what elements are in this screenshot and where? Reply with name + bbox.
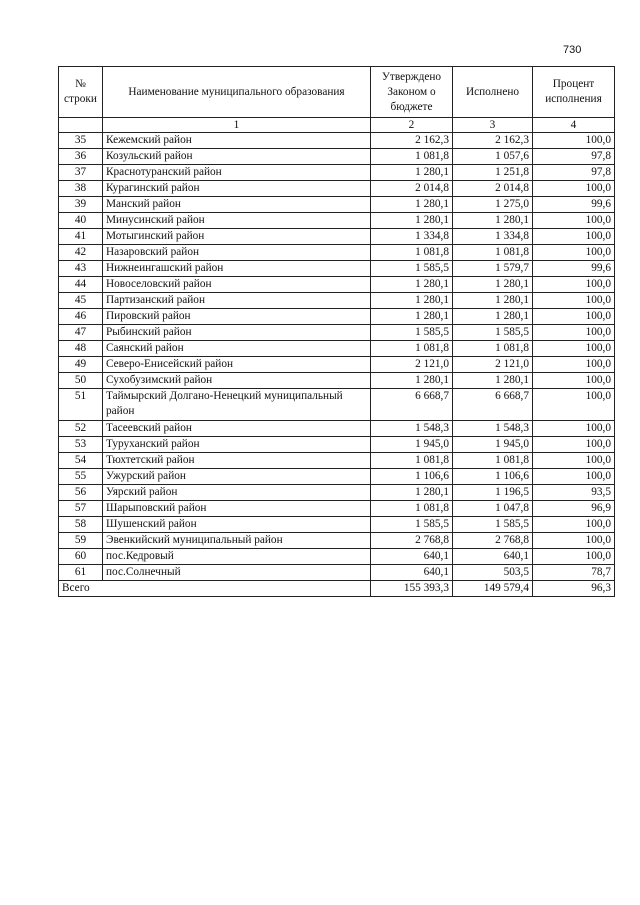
municipality-name: Мотыгинский район: [103, 229, 371, 245]
executed-value: 1 280,1: [453, 277, 533, 293]
row-number: 40: [59, 213, 103, 229]
executed-value: 2 768,8: [453, 533, 533, 549]
table-header-row: [59, 67, 615, 118]
row-number: 52: [59, 421, 103, 437]
municipality-name: Манский район: [103, 197, 371, 213]
approved-value: 1 106,6: [371, 469, 453, 485]
percent-value: 100,0: [533, 533, 615, 549]
table-row: [59, 357, 615, 373]
approved-value: 1 280,1: [371, 213, 453, 229]
table-row: [59, 229, 615, 245]
row-number: 47: [59, 325, 103, 341]
row-number: 39: [59, 197, 103, 213]
municipality-name: Саянский район: [103, 341, 371, 357]
table-row: [59, 453, 615, 469]
municipality-name: Таймырский Долгано-Ненецкий муниципальный район: [103, 389, 371, 421]
approved-value: 1 280,1: [371, 309, 453, 325]
row-number: 35: [59, 133, 103, 149]
row-number: 48: [59, 341, 103, 357]
row-number: 44: [59, 277, 103, 293]
approved-value: 1 945,0: [371, 437, 453, 453]
municipality-name: Козульский район: [103, 149, 371, 165]
executed-value: 1 251,8: [453, 165, 533, 181]
executed-value: 503,5: [453, 565, 533, 581]
row-number: 60: [59, 549, 103, 565]
percent-value: 100,0: [533, 517, 615, 533]
municipality-name: Шарыповский район: [103, 501, 371, 517]
executed-value: 2 121,0: [453, 357, 533, 373]
municipality-name: Сухобузимский район: [103, 373, 371, 389]
column-number: 1: [103, 118, 371, 133]
approved-value: 1 280,1: [371, 277, 453, 293]
executed-value: 1 280,1: [453, 213, 533, 229]
row-number: 50: [59, 373, 103, 389]
percent-value: 100,0: [533, 453, 615, 469]
table-row: [59, 165, 615, 181]
percent-value: 100,0: [533, 373, 615, 389]
column-number: 3: [453, 118, 533, 133]
executed-value: 1 280,1: [453, 293, 533, 309]
table-row: [59, 245, 615, 261]
executed-value: 1 585,5: [453, 325, 533, 341]
executed-value: 1 196,5: [453, 485, 533, 501]
table-row: [59, 149, 615, 165]
percent-value: 97,8: [533, 149, 615, 165]
row-number: 56: [59, 485, 103, 501]
municipality-name: Тюхтетский район: [103, 453, 371, 469]
municipality-name: Ужурский район: [103, 469, 371, 485]
percent-value: 100,0: [533, 469, 615, 485]
table-row: [59, 261, 615, 277]
executed-value: 1 280,1: [453, 373, 533, 389]
percent-value: 97,8: [533, 165, 615, 181]
executed-value: 1 585,5: [453, 517, 533, 533]
row-number: 37: [59, 165, 103, 181]
executed-value: 1 579,7: [453, 261, 533, 277]
municipality-name: Тасеевский район: [103, 421, 371, 437]
approved-value: 640,1: [371, 565, 453, 581]
approved-value: 2 162,3: [371, 133, 453, 149]
approved-value: 1 081,8: [371, 501, 453, 517]
municipality-name: Рыбинский район: [103, 325, 371, 341]
approved-value: 1 334,8: [371, 229, 453, 245]
municipality-name: Северо-Енисейский район: [103, 357, 371, 373]
table-row: [59, 309, 615, 325]
table-row: [59, 485, 615, 501]
row-number: 45: [59, 293, 103, 309]
executed-value: 1 081,8: [453, 341, 533, 357]
row-number: 43: [59, 261, 103, 277]
header-municipality-name: Наименование муниципального образования: [103, 67, 371, 118]
table-row: [59, 565, 615, 581]
executed-value: 1 280,1: [453, 309, 533, 325]
percent-value: 100,0: [533, 229, 615, 245]
percent-value: 100,0: [533, 325, 615, 341]
total-row: [59, 581, 615, 597]
percent-value: 100,0: [533, 549, 615, 565]
executed-value: 2 162,3: [453, 133, 533, 149]
table-row: [59, 469, 615, 485]
approved-value: 1 280,1: [371, 197, 453, 213]
approved-value: 1 585,5: [371, 325, 453, 341]
row-number: 54: [59, 453, 103, 469]
approved-value: 1 280,1: [371, 165, 453, 181]
table-body: [59, 133, 615, 581]
table-row: [59, 549, 615, 565]
table-row: [59, 181, 615, 197]
table-row: [59, 501, 615, 517]
approved-value: 1 585,5: [371, 517, 453, 533]
executed-value: 1 057,6: [453, 149, 533, 165]
executed-value: 1 548,3: [453, 421, 533, 437]
municipality-name: Туруханский район: [103, 437, 371, 453]
table-row: [59, 277, 615, 293]
municipality-name: Минусинский район: [103, 213, 371, 229]
percent-value: 100,0: [533, 357, 615, 373]
municipality-name: Назаровский район: [103, 245, 371, 261]
executed-value: 2 014,8: [453, 181, 533, 197]
executed-value: 1 334,8: [453, 229, 533, 245]
row-number: 41: [59, 229, 103, 245]
row-number: 46: [59, 309, 103, 325]
municipality-name: пос.Кедровый: [103, 549, 371, 565]
approved-value: 1 280,1: [371, 373, 453, 389]
budget-execution-table: [58, 66, 615, 597]
page-number: 730: [563, 44, 582, 56]
percent-value: 100,0: [533, 389, 615, 421]
table-row: [59, 325, 615, 341]
table-row: [59, 293, 615, 309]
approved-value: 1 585,5: [371, 261, 453, 277]
executed-value: 1 106,6: [453, 469, 533, 485]
table-row: [59, 421, 615, 437]
approved-value: 1 081,8: [371, 453, 453, 469]
percent-value: 93,5: [533, 485, 615, 501]
municipality-name: Курагинский район: [103, 181, 371, 197]
table-row: [59, 437, 615, 453]
header-row-number: № строки: [59, 67, 103, 118]
percent-value: 78,7: [533, 565, 615, 581]
row-number: 53: [59, 437, 103, 453]
total-percent: 96,3: [533, 581, 615, 597]
approved-value: 2 014,8: [371, 181, 453, 197]
percent-value: 100,0: [533, 213, 615, 229]
table-row: [59, 341, 615, 357]
executed-value: 1 081,8: [453, 245, 533, 261]
percent-value: 99,6: [533, 261, 615, 277]
percent-value: 100,0: [533, 277, 615, 293]
percent-value: 99,6: [533, 197, 615, 213]
column-number: 4: [533, 118, 615, 133]
column-number: 2: [371, 118, 453, 133]
approved-value: 1 081,8: [371, 245, 453, 261]
row-number: 49: [59, 357, 103, 373]
percent-value: 100,0: [533, 293, 615, 309]
municipality-name: Партизанский район: [103, 293, 371, 309]
municipality-name: Уярский район: [103, 485, 371, 501]
municipality-name: Нижнеингашский район: [103, 261, 371, 277]
approved-value: 1 081,8: [371, 149, 453, 165]
header-percent: Процент исполнения: [533, 67, 615, 118]
approved-value: 2 121,0: [371, 357, 453, 373]
municipality-name: Краснотуранский район: [103, 165, 371, 181]
row-number: 42: [59, 245, 103, 261]
total-executed: 149 579,4: [453, 581, 533, 597]
executed-value: 6 668,7: [453, 389, 533, 421]
row-number: 59: [59, 533, 103, 549]
row-number: 51: [59, 389, 103, 421]
percent-value: 100,0: [533, 245, 615, 261]
executed-value: 1 047,8: [453, 501, 533, 517]
column-number-empty: [59, 118, 103, 133]
percent-value: 100,0: [533, 133, 615, 149]
municipality-name: Новоселовский район: [103, 277, 371, 293]
approved-value: 6 668,7: [371, 389, 453, 421]
approved-value: 1 280,1: [371, 485, 453, 501]
row-number: 36: [59, 149, 103, 165]
municipality-name: пос.Солнечный: [103, 565, 371, 581]
percent-value: 100,0: [533, 437, 615, 453]
approved-value: 1 081,8: [371, 341, 453, 357]
row-number: 38: [59, 181, 103, 197]
percent-value: 100,0: [533, 421, 615, 437]
header-executed: Исполнено: [453, 67, 533, 118]
row-number: 57: [59, 501, 103, 517]
table-row: [59, 213, 615, 229]
municipality-name: Шушенский район: [103, 517, 371, 533]
total-approved: 155 393,3: [371, 581, 453, 597]
row-number: 61: [59, 565, 103, 581]
table-row: [59, 197, 615, 213]
percent-value: 100,0: [533, 309, 615, 325]
row-number: 55: [59, 469, 103, 485]
executed-value: 1 275,0: [453, 197, 533, 213]
column-number-row: [59, 118, 615, 133]
table-row: [59, 533, 615, 549]
percent-value: 96,9: [533, 501, 615, 517]
header-approved: Утверждено Законом о бюджете: [371, 67, 453, 118]
municipality-name: Кежемский район: [103, 133, 371, 149]
municipality-name: Пировский район: [103, 309, 371, 325]
approved-value: 1 280,1: [371, 293, 453, 309]
executed-value: 1 945,0: [453, 437, 533, 453]
municipality-name: Эвенкийский муниципальный район: [103, 533, 371, 549]
approved-value: 2 768,8: [371, 533, 453, 549]
row-number: 58: [59, 517, 103, 533]
approved-value: 640,1: [371, 549, 453, 565]
executed-value: 640,1: [453, 549, 533, 565]
table-row: [59, 389, 615, 421]
percent-value: 100,0: [533, 181, 615, 197]
total-label: Всего: [59, 581, 371, 597]
executed-value: 1 081,8: [453, 453, 533, 469]
table-row: [59, 373, 615, 389]
approved-value: 1 548,3: [371, 421, 453, 437]
table-row: [59, 517, 615, 533]
percent-value: 100,0: [533, 341, 615, 357]
table-row: [59, 133, 615, 149]
